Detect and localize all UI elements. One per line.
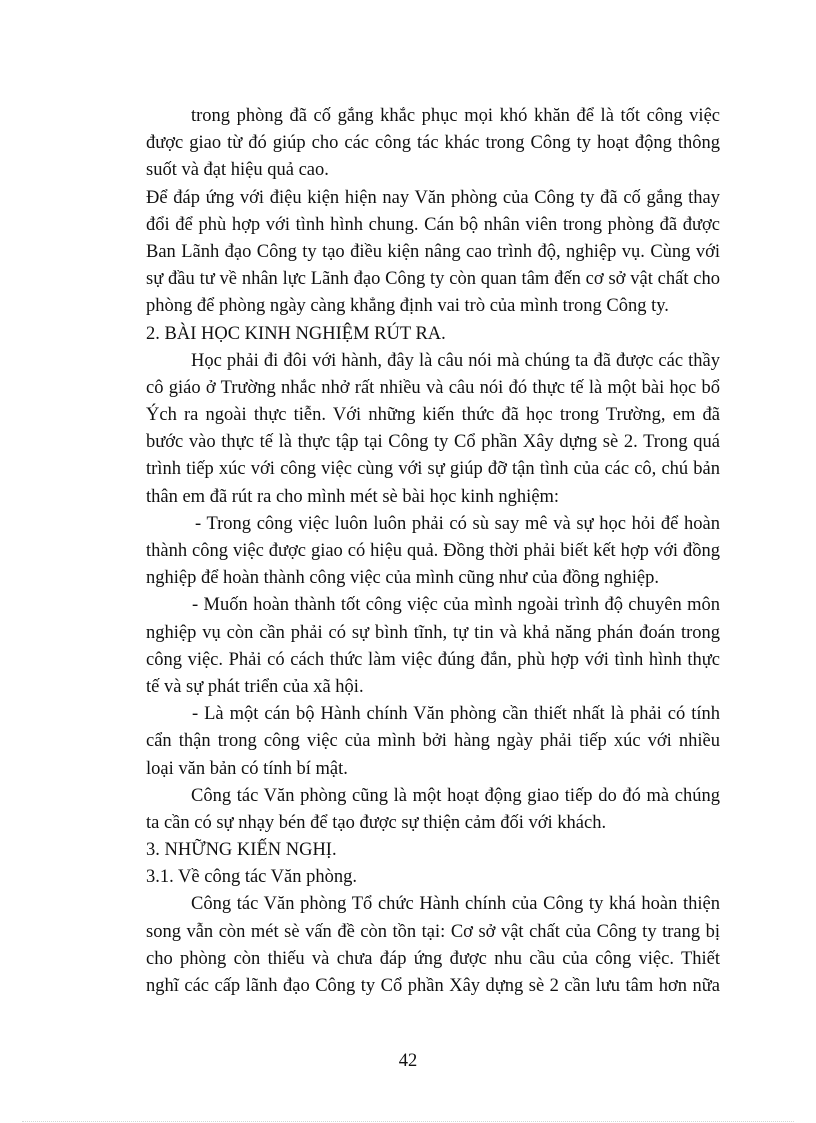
- text-line: nghĩ các cấp lãnh đạo Công ty Cổ phần Xây dựng sè 2 cần lưu tâm hơn nữa: [146, 976, 720, 996]
- text-line: Công tác Văn phòng cũng là một hoạt động giao tiếp do đó mà chúng: [191, 785, 720, 806]
- bullet-line: - Muốn hoàn thành tốt công việc của mình ngoài trình độ chuyên môn: [192, 595, 720, 616]
- text-line: Ých ra ngoài thực tiễn. Với những kiến thức đã học trong Trường, em đã: [146, 405, 720, 426]
- text-line: Ban Lãnh đạo Công ty tạo điều kiện nâng cao trình độ, nghiệp vụ. Cùng với: [146, 241, 720, 262]
- text-line: bước vào thực tế là thực tập tại Công ty Cổ phần Xây dựng sè 2. Trong quá: [146, 432, 720, 453]
- document-body: [146, 103, 720, 1000]
- text-line: sự đầu tư về nhân lực Lãnh đạo Công ty còn quan tâm đến cơ sở vật chất cho: [146, 269, 720, 290]
- text-line: Để đáp ứng với điệu kiện hiện nay Văn phòng của Công ty đã cố gắng thay: [146, 187, 720, 208]
- subsection-heading: 3.1. Về công tác Văn phòng.: [146, 867, 357, 888]
- page-bottom-divider: [22, 1121, 794, 1122]
- text-line: trong phòng đã cố gắng khắc phục mọi khó khăn để là tốt công việc: [191, 106, 720, 126]
- text-line: song vẫn còn mét sè vấn đề còn tồn tại: Cơ sở vật chất của Công ty trang bị: [146, 921, 720, 942]
- text-line: loại văn bản có tính bí mật.: [146, 758, 348, 779]
- text-line: Học phải đi đôi với hành, đây là câu nói mà chúng ta đã được các thầy: [191, 350, 720, 371]
- text-line: cẩn thận trong công việc của mình bởi hàng ngày phải tiếp xúc với nhiều: [146, 731, 720, 752]
- text-line: trình tiếp xúc với công việc cùng với sự giúp đỡ tận tình của các cô, chú bản: [146, 459, 720, 480]
- text-line: thành công việc được giao có hiệu quả. Đồng thời phải biết kết hợp với đồng: [146, 541, 720, 561]
- text-line: tế và sự phát triển của xã hội.: [146, 676, 364, 697]
- bullet-line: - Là một cán bộ Hành chính Văn phòng cần thiết nhất là phải có tính: [192, 704, 720, 725]
- text-line: cô giáo ở Trường nhắc nhở rất nhiều và câu nói đó thực tế là một bài học bổ: [146, 377, 720, 398]
- text-line: công việc. Phải có cách thức làm việc đúng đắn, phù hợp với tình hình thực: [146, 649, 720, 670]
- section-heading: 3. NHỮNG KIẾN NGHỊ.: [146, 840, 337, 861]
- text-line: đổi để phù hợp với tình hình chung. Cán bộ nhân viên trong phòng đã được: [146, 214, 720, 235]
- section-heading: 2. BÀI HỌC KINH NGHIỆM RÚT RA.: [146, 323, 446, 344]
- text-line: ta cần có sự nhạy bén để tạo được sự thiện cảm đối với khách.: [146, 812, 607, 833]
- text-line: thân em đã rút ra cho mình mét sè bài học kinh nghiệm:: [146, 486, 560, 507]
- bullet-line: - Trong công việc luôn luôn phải có sù say mê và sự học hỏi để hoàn: [195, 513, 720, 534]
- text-line: nghiệp để hoàn thành công việc của mình cũng như của đồng nghiệp.: [146, 568, 659, 589]
- text-line: phòng để phòng ngày càng khẳng định vai trò của mình trong Công ty.: [146, 296, 669, 317]
- text-line: cho phòng còn thiếu và chưa đáp ứng được nhu cầu của công việc. Thiết: [146, 948, 720, 969]
- text-line: suốt và đạt hiệu quả cao.: [146, 160, 329, 181]
- text-line: được giao từ đó giúp cho các công tác khác trong Công ty hoạt động thông: [146, 133, 720, 154]
- page-number: 42: [398, 1051, 418, 1071]
- text-line: nghiệp vụ còn cần phải có sự bình tĩnh, tự tin và khả năng phán đoán trong: [146, 622, 720, 643]
- text-line: Công tác Văn phòng Tổ chức Hành chính của Công ty khá hoàn thiện: [191, 894, 720, 915]
